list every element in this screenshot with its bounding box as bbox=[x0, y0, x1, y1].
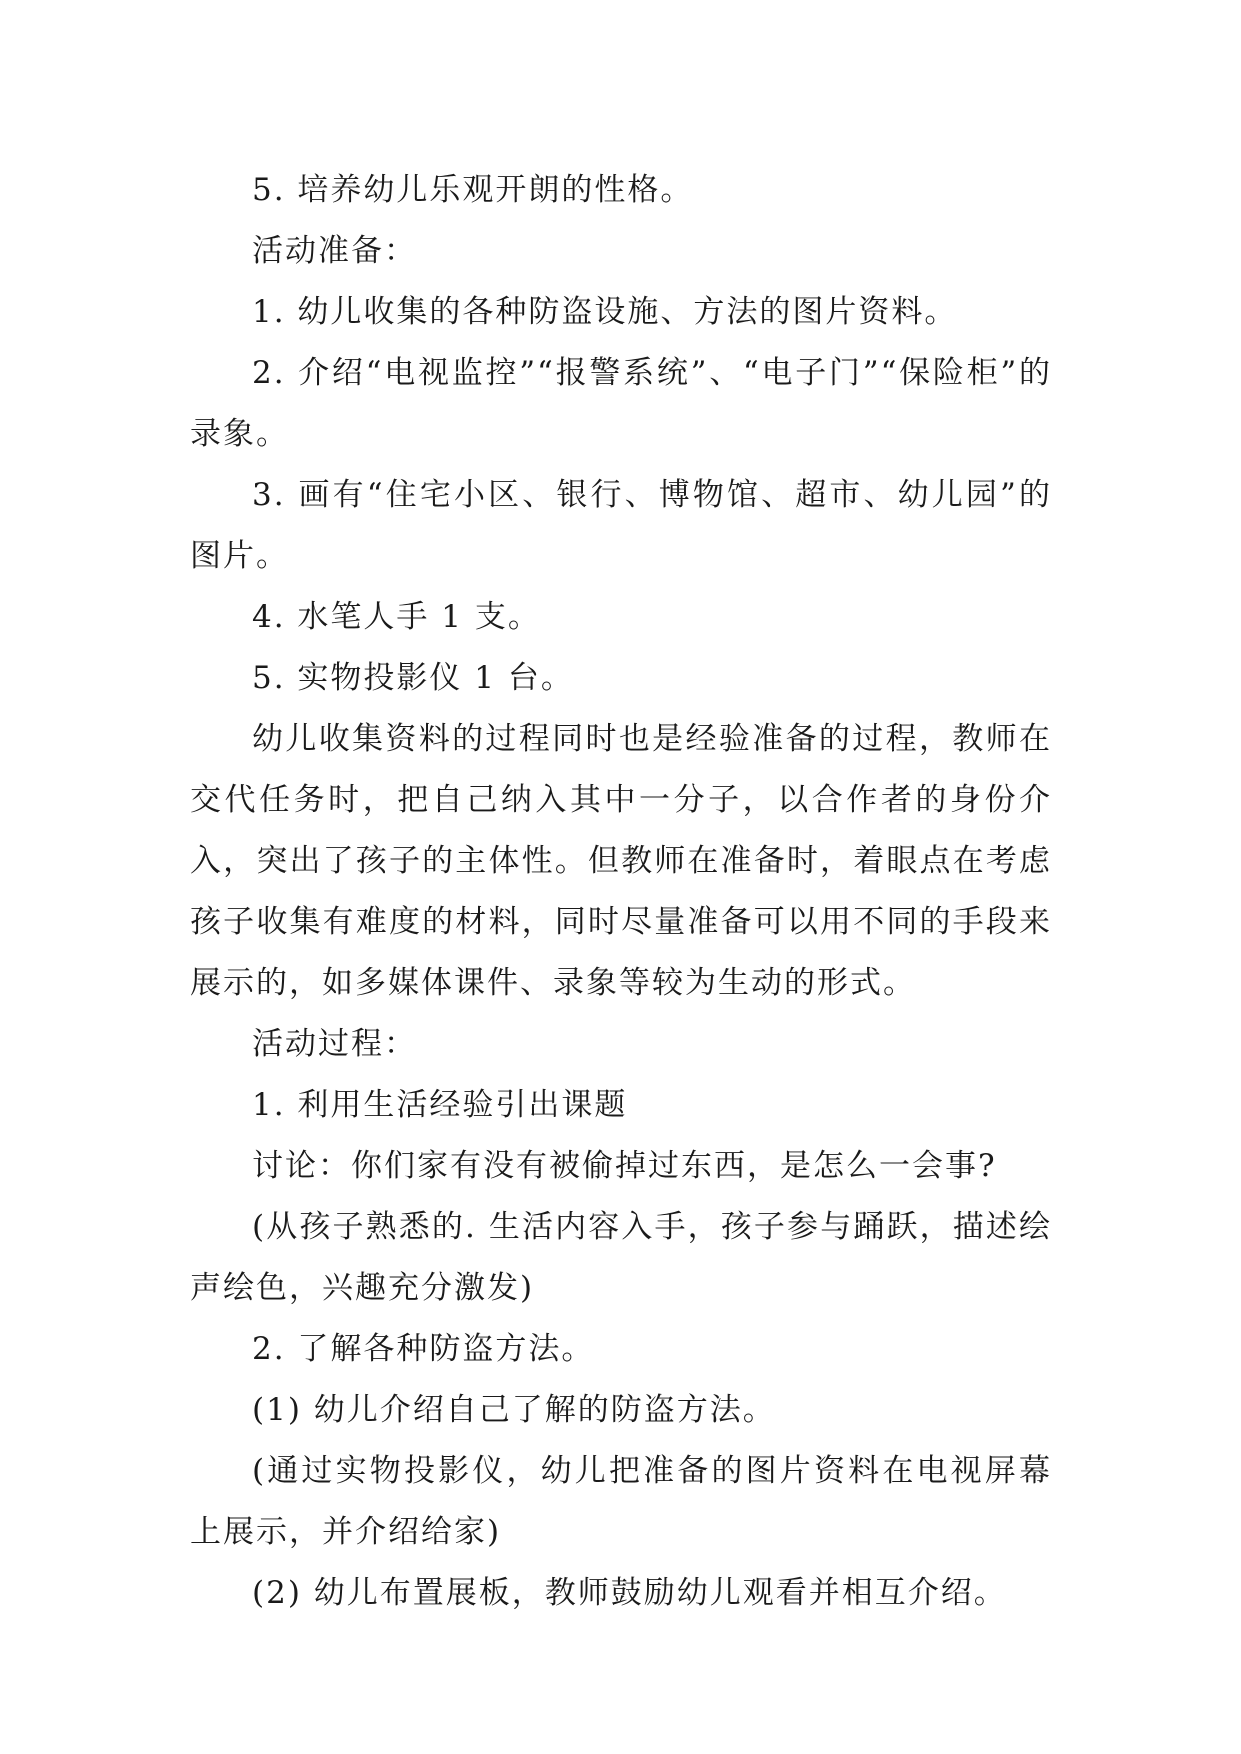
paragraph-process-2-1: (1) 幼儿介绍自己了解的防盗方法。 bbox=[252, 1392, 776, 1428]
paragraph-process-2: 2. 了解各种防盗方法。 bbox=[252, 1331, 595, 1367]
paragraph-process-2-1-note: (通过实物投影仪，幼儿把准备的图片资料在电视屏幕上展示，并介绍给家) bbox=[190, 1453, 1052, 1550]
paragraph-prep-5: 5. 实物投影仪 1 台。 bbox=[252, 660, 574, 696]
section-heading-preparation: 活动准备： bbox=[252, 233, 417, 269]
paragraph-discussion-note: (从孩子熟悉的. 生活内容入手，孩子参与踊跃，描述绘声绘色，兴趣充分激发) bbox=[190, 1209, 1052, 1306]
paragraph-process-1: 1. 利用生活经验引出课题 bbox=[252, 1087, 628, 1123]
section-heading-process: 活动过程： bbox=[252, 1026, 417, 1062]
paragraph-process-2-2: (2) 幼儿布置展板，教师鼓励幼儿观看并相互介绍。 bbox=[252, 1575, 1007, 1611]
paragraph-prep-1: 1. 幼儿收集的各种防盗设施、方法的图片资料。 bbox=[252, 294, 958, 330]
paragraph-prep-4: 4. 水笔人手 1 支。 bbox=[252, 599, 541, 635]
paragraph-discussion: 讨论：你们家有没有被偷掉过东西，是怎么一会事? bbox=[252, 1148, 997, 1184]
paragraph-prep-3: 3. 画有“住宅小区、银行、博物馆、超市、幼儿园”的图片。 bbox=[190, 477, 1052, 574]
paragraph-goal-5: 5. 培养幼儿乐观开朗的性格。 bbox=[252, 172, 694, 208]
document-body bbox=[190, 160, 1052, 1624]
paragraph-prep-2: 2. 介绍“电视监控”“报警系统”、“电子门”“保险柜”的录象。 bbox=[190, 355, 1052, 452]
paragraph-prep-commentary: 幼儿收集资料的过程同时也是经验准备的过程，教师在交代任务时，把自己纳入其中一分子，以合作者的身份介入，突出了孩子的主体性。但教师在准备时，着眼点在考虑孩子收集有难度的材料，同时尽量准备可以用不同的手段来展示的，如多媒体课件、录象等较为生动的形式。 bbox=[190, 721, 1052, 1001]
